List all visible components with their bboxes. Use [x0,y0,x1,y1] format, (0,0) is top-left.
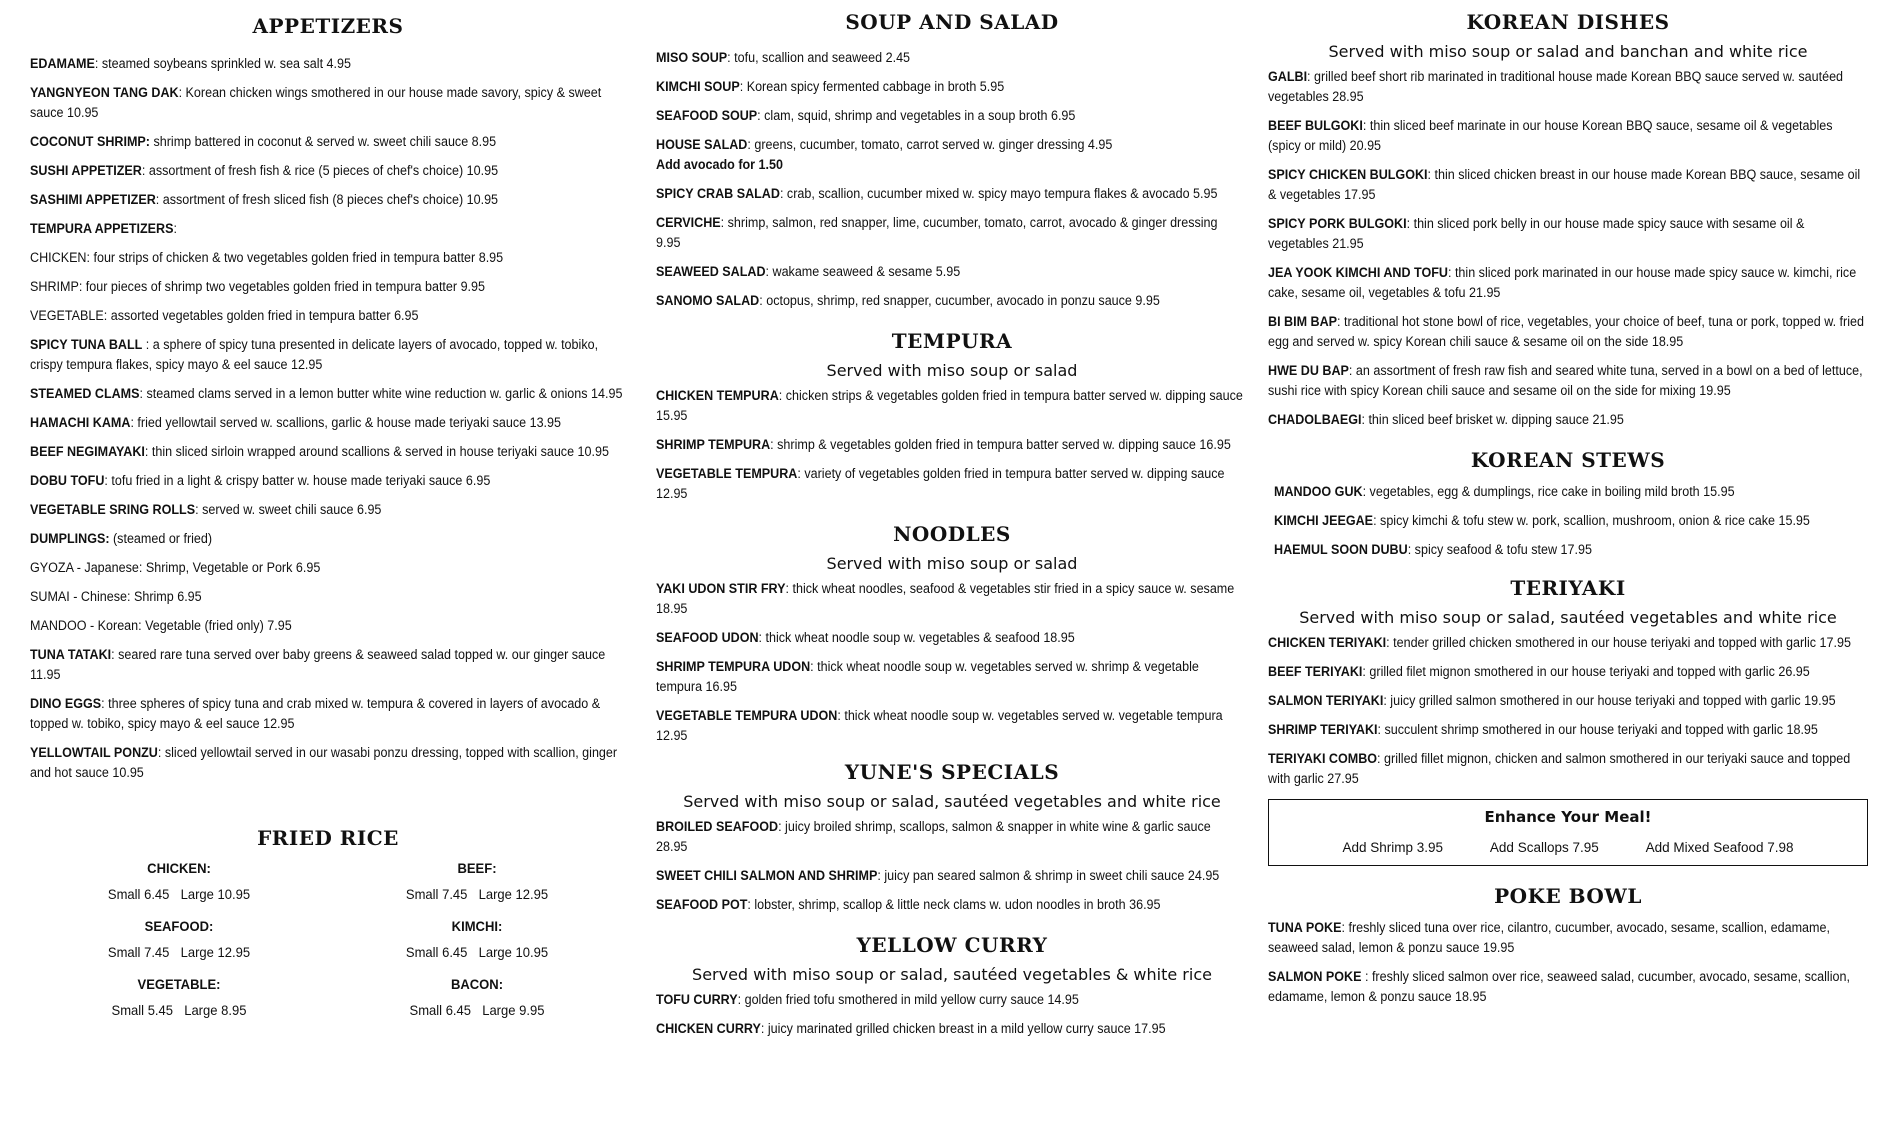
menu-item-name: MISO SOUP [656,50,728,65]
menu-item [1268,662,1865,682]
menu-item [30,442,623,462]
menu-item [656,106,1245,126]
menu-item [656,291,1245,311]
menu-item-name: YAKI UDON STIR FRY [656,581,786,596]
menu-item-name: DUMPLINGS: [30,531,110,546]
menu-item [30,645,623,685]
poke-list [1268,918,1868,1007]
soup-salad-heading: SOUP AND SALAD [845,10,1059,34]
menu-item-name: SEAWEED SALAD [656,264,766,279]
menu-item-description: shrimp battered in coconut & served w. sweet chili sauce 8.95 [149,134,497,149]
menu-item-extra: Add avocado for 1.50 [656,157,783,172]
menu-item-name: TOFU CURRY [656,992,738,1007]
menu-item-description: : shrimp & vegetables golden fried in tempura batter served w. dipping sauce 16.95 [770,437,1231,452]
specials-subtitle: Served with miso soup or salad, sautéed vegetables and white rice [683,792,1221,811]
menu-item [1268,749,1865,789]
menu-item-name: VEGETABLE SRING ROLLS [30,502,196,517]
menu-item-name: TUNA POKE [1268,920,1342,935]
menu-item [30,306,623,326]
menu-item-description: : thick wheat noodles, seafood & vegetables stir fried in a spicy sauce w. sesame 18.95 [656,581,1235,616]
menu-item [30,558,623,578]
column-right [1268,0,1868,1016]
noodles-subtitle: Served with miso soup or salad [826,554,1078,573]
menu-item [1268,967,1865,1007]
menu-item-description: : tofu fried in a light & crispy batter w. house made teriyaki sauce 6.95 [104,473,491,488]
menu-item-name: COCONUT SHRIMP: [30,134,150,149]
menu-item-description: : chicken strips & vegetables golden fried in tempura batter served w. dipping sauce 15.95 [656,388,1243,423]
tempura-subtitle: Served with miso soup or salad [826,361,1078,380]
fried-rice-name: CHICKEN: [147,860,211,876]
fried-rice-option [338,976,615,1034]
menu-item-description: : Korean spicy fermented cabbage in broth 5.95 [739,79,1005,94]
menu-item [1274,482,1865,502]
menu-item-description: CHICKEN: four strips of chicken & two vegetables golden fried in tempura batter 8.95 [30,250,504,265]
menu-item-name: SALMON POKE [1268,969,1362,984]
menu-item-name: DOBU TOFU [30,473,105,488]
menu-item-description: : juicy pan seared salmon & shrimp in sweet chili sauce 24.95 [877,868,1220,883]
menu-item-description: : variety of vegetables golden fried in tempura batter served w. dipping sauce 12.95 [656,466,1225,501]
menu-item [656,48,1245,68]
menu-item-description: : juicy marinated grilled chicken breast in a mild yellow curry sauce 17.95 [760,1021,1166,1036]
menu-item [30,190,623,210]
menu-item-description: : thick wheat noodle soup w. vegetables & seafood 18.95 [758,630,1075,645]
fried-rice-name: BACON: [450,976,504,992]
menu-item [656,579,1245,619]
menu-item-name: SEAFOOD SOUP [656,108,758,123]
appetizers-heading: APPETIZERS [252,14,404,38]
menu-item [656,464,1245,504]
menu-item-name: MANDOO GUK [1274,484,1363,499]
menu-item-description: SUMAI - Chinese: Shrimp 6.95 [30,589,202,604]
menu-item-description: : octopus, shrimp, red snapper, cucumber, avocado in ponzu sauce 9.95 [759,293,1160,308]
fried-rice-prices [338,886,615,902]
menu-item-description: : grilled beef short rib marinated in traditional house made Korean BBQ sauce served w. sautéed vegetables 28.95 [1268,69,1844,104]
menu-item-name: HAEMUL SOON DUBU [1274,542,1408,557]
teriyaki-heading: TERIYAKI [1510,576,1626,600]
menu-item [656,817,1245,857]
menu-item-name: SPICY CHICKEN BULGOKI [1268,167,1428,182]
menu-item-description: : seared rare tuna served over baby greens & seaweed salad topped w. our ginger sauce 11.95 [30,647,606,682]
menu-item [1268,720,1865,740]
menu-item-description: : assortment of fresh fish & rice (5 pieces of chef's choice) 10.95 [141,163,499,178]
appetizers-list [30,54,626,783]
fried-rice-prices [40,944,317,960]
menu-item [1268,312,1865,352]
menu-item [656,435,1245,455]
menu-item [656,895,1245,915]
tempura-list [656,386,1248,504]
teriyaki-subtitle: Served with miso soup or salad, sautéed vegetables and white rice [1299,608,1837,627]
menu-item-name: GALBI [1268,69,1308,84]
noodles-list [656,579,1248,746]
menu-item [1268,165,1865,205]
fried-rice-option [338,918,615,976]
korean-list [1268,67,1868,430]
menu-item-name: BI BIM BAP [1268,314,1338,329]
menu-item-description: : freshly sliced salmon over rice, seaweed salad, cucumber, avocado, sesame, scallion, edamame, lemon & ponzu sauce 18.95 [1268,969,1850,1004]
menu-item-description: : vegetables, egg & dumplings, rice cake in boiling mild broth 15.95 [1362,484,1735,499]
menu-item-description: : sliced yellowtail served in our wasabi ponzu dressing, topped with scallion, ginger and hot sauce 10.95 [30,745,618,780]
teriyaki-list [1268,633,1868,789]
fried-rice-small: Small 7.45 [107,944,170,960]
column-left [30,0,626,1034]
menu-item-name: CHADOLBAEGI [1268,412,1362,427]
menu-item-description: : traditional hot stone bowl of rice, vegetables, your choice of beef, tuna or pork, topped w. fried egg and served w. spicy Korean chili sauce & sesame oil on the side 18.95 [1268,314,1864,349]
stews-heading: KOREAN STEWS [1470,448,1666,472]
fried-rice-option [40,918,317,976]
menu-item-description: VEGETABLE: assorted vegetables golden fried in tempura batter 6.95 [30,308,419,323]
menu-item-name: SANOMO SALAD [656,293,760,308]
fried-rice-name: VEGETABLE: [137,976,221,992]
menu-item-description: : [173,221,177,236]
menu-item [1268,361,1865,401]
menu-item-name: SPICY TUNA BALL [30,337,143,352]
menu-item-description: SHRIMP: four pieces of shrimp two vegetables golden fried in tempura batter 9.95 [30,279,486,294]
menu-item-name: SEAFOOD POT [656,897,748,912]
menu-item-description: : shrimp, salmon, red snapper, lime, cucumber, tomato, carrot, avocado & ginger dressing 9.95 [656,215,1218,250]
fried-rice-heading: FRIED RICE [257,826,399,850]
menu-item [656,184,1245,204]
menu-item-name: BEEF NEGIMAYAKI [30,444,145,459]
enhance-option: Add Scallops 7.95 [1489,840,1599,855]
menu-item [30,587,623,607]
menu-item-name: TUNA TATAKI [30,647,112,662]
enhance-title: Enhance Your Meal! [1484,808,1652,826]
menu-item [1274,540,1865,560]
menu-item-description: : thick wheat noodle soup w. vegetables served w. shrimp & vegetable tempura 16.95 [656,659,1199,694]
menu-item-description: : juicy grilled salmon smothered in our house teriyaki and topped with garlic 19.95 [1383,693,1836,708]
menu-item [30,413,623,433]
menu-item-description: : thin sliced pork marinated in our house made spicy sauce w. kimchi, rice cake, sesame oil, vegetables & tofu 21.95 [1268,265,1857,300]
menu-item [1268,918,1865,958]
menu-item-description: : wakame seaweed & sesame 5.95 [765,264,961,279]
menu-item-name: BEEF BULGOKI [1268,118,1363,133]
enhance-option: Add Mixed Seafood 7.98 [1645,840,1794,855]
menu-item-name: HAMACHI KAMA [30,415,131,430]
poke-heading: POKE BOWL [1494,884,1642,908]
menu-item [30,335,623,375]
menu-item [30,743,623,783]
menu-item [1268,633,1865,653]
menu-item [1268,410,1865,430]
fried-rice-option [40,976,317,1034]
stews-list [1268,482,1868,560]
enhance-option: Add Shrimp 3.95 [1342,840,1444,855]
fried-rice-small: Small 5.45 [111,1002,174,1018]
menu-item-name: YELLOWTAIL PONZU [30,745,158,760]
menu-item-description: : greens, cucumber, tomato, carrot served w. ginger dressing 4.95 [747,137,1113,152]
menu-item-description: GYOZA - Japanese: Shrimp, Vegetable or Pork 6.95 [30,560,321,575]
menu-item [30,248,623,268]
menu-item-description: : thin sliced chicken breast in our house made Korean BBQ sauce, sesame oil & vegetables 17.95 [1268,167,1861,202]
menu-item [1268,691,1865,711]
menu-item-name: SASHIMI APPETIZER [30,192,156,207]
korean-heading: KOREAN DISHES [1466,10,1670,34]
menu-item-name: KIMCHI JEEGAE [1274,513,1374,528]
menu-item [30,384,623,404]
fried-rice-prices [40,1002,317,1018]
enhance-options [1279,840,1857,855]
menu-item-description: : golden fried tofu smothered in mild yellow curry sauce 14.95 [737,992,1079,1007]
menu-item-name: HOUSE SALAD [656,137,748,152]
menu-item-name: SEAFOOD UDON [656,630,759,645]
menu-item-name: SUSHI APPETIZER [30,163,142,178]
fried-rice-option [338,860,615,918]
menu-item-description: : steamed soybeans sprinkled w. sea salt 4.95 [94,56,351,71]
menu-item-description: : served w. sweet chili sauce 6.95 [195,502,382,517]
fried-rice-name: BEEF: [457,860,497,876]
menu-item-name: YANGNYEON TANG DAK [30,85,179,100]
menu-item-name: VEGETABLE TEMPURA [656,466,798,481]
menu-item-description: : succulent shrimp smothered in our house teriyaki and topped with garlic 18.95 [1377,722,1818,737]
menu-item [1274,511,1865,531]
menu-item-description: : fried yellowtail served w. scallions, garlic & house made teriyaki sauce 13.95 [130,415,562,430]
menu-item-name: STEAMED CLAMS [30,386,140,401]
menu-item [656,990,1245,1010]
fried-rice-prices [338,944,615,960]
fried-rice-large: Large 8.95 [184,1002,247,1018]
fried-rice-small: Small 6.45 [409,1002,472,1018]
menu-item-name: CHICKEN TERIYAKI [1268,635,1387,650]
column-middle [656,0,1248,1048]
menu-item [656,213,1245,253]
fried-rice-large: Large 10.95 [478,944,549,960]
menu-item [30,500,623,520]
menu-item-description: : tender grilled chicken smothered in our house teriyaki and topped with garlic 17.95 [1386,635,1851,650]
menu-item [656,866,1245,886]
menu-item-name: BEEF TERIYAKI [1268,664,1363,679]
korean-subtitle: Served with miso soup or salad and banchan and white rice [1328,42,1808,61]
fried-rice-prices [338,1002,615,1018]
noodles-heading: NOODLES [893,522,1011,546]
menu-item-name: VEGETABLE TEMPURA UDON [656,708,838,723]
menu-item [30,83,623,123]
menu-item-description: : spicy kimchi & tofu stew w. pork, scallion, mushroom, onion & rice cake 15.95 [1373,513,1810,528]
menu-item-name: KIMCHI SOUP [656,79,740,94]
menu-item-name: SALMON TERIYAKI [1268,693,1384,708]
menu-item [30,219,623,239]
menu-item [656,706,1245,746]
menu-item-description: (steamed or fried) [109,531,213,546]
menu-item-name: SPICY CRAB SALAD [656,186,780,201]
fried-rice-large: Large 12.95 [180,944,251,960]
menu-item [656,135,1245,175]
menu-item-description: : thin sliced pork belly in our house made spicy sauce with sesame oil & vegetables 21.95 [1268,216,1805,251]
fried-rice-small: Small 7.45 [405,886,468,902]
menu-item-description: : crab, scallion, cucumber mixed w. spicy mayo tempura flakes & avocado 5.95 [779,186,1218,201]
menu-item [656,386,1245,426]
menu-item [1268,214,1865,254]
menu-item-description: : thin sliced beef marinate in our house Korean BBQ sauce, sesame oil & vegetables (spicy or mild) 20.95 [1268,118,1833,153]
menu-item-description: : freshly sliced tuna over rice, cilantro, cucumber, avocado, sesame, scallion, edamame, seaweed salad, lemon & ponzu sauce 19.95 [1268,920,1830,955]
curry-heading: YELLOW CURRY [856,933,1048,957]
menu-item [656,628,1245,648]
menu-item-description: : spicy seafood & tofu stew 17.95 [1407,542,1592,557]
menu-item [30,616,623,636]
menu-item-name: SHRIMP TERIYAKI [1268,722,1378,737]
menu-item-description: : tofu, scallion and seaweed 2.45 [727,50,911,65]
menu-item-description: MANDOO - Korean: Vegetable (fried only) 7.95 [30,618,292,633]
menu-item-name: CHICKEN TEMPURA [656,388,779,403]
specials-heading: YUNE'S SPECIALS [844,760,1060,784]
menu-item-description: : thin sliced beef brisket w. dipping sauce 21.95 [1361,412,1624,427]
menu-item-name: HWE DU BAP [1268,363,1349,378]
menu-item [30,529,623,549]
menu-item-name: CERVICHE [656,215,721,230]
menu-item-name: SHRIMP TEMPURA UDON [656,659,811,674]
menu-item-description: : an assortment of fresh raw fish and seared white tuna, served in a bowl on a bed of lettuce, sushi rice with spicy Korean chili sauce and sesame oil on the side for mixing 19.95 [1268,363,1863,398]
menu-item-name: SWEET CHILI SALMON AND SHRIMP [656,868,878,883]
menu-item-description: : grilled fillet mignon, chicken and salmon smothered in our teriyaki sauce and topped with garlic 27.95 [1268,751,1851,786]
menu-item-name: TEMPURA APPETIZERS [30,221,174,236]
tempura-heading: TEMPURA [891,329,1013,353]
menu-item [1268,67,1865,107]
menu-item [30,277,623,297]
menu-item-description: : clam, squid, shrimp and vegetables in a soup broth 6.95 [757,108,1076,123]
menu-item [30,471,623,491]
menu-item [30,694,623,734]
menu-item [30,161,623,181]
menu-item-description: : three spheres of spicy tuna and crab mixed w. tempura & covered in layers of avocado & topped w. tobiko, spicy mayo & eel sauce 12.95 [30,696,601,731]
fried-rice-large: Large 12.95 [478,886,549,902]
menu-item [30,54,623,74]
menu-item [656,77,1245,97]
menu-item [1268,116,1865,156]
menu-item-description: : thick wheat noodle soup w. vegetables served w. vegetable tempura 12.95 [656,708,1223,743]
fried-rice-name: KIMCHI: [451,918,503,934]
fried-rice-prices [40,886,317,902]
menu-item [30,132,623,152]
menu-item-name: EDAMAME [30,56,95,71]
menu-item [656,657,1245,697]
menu-item-description: : assortment of fresh sliced fish (8 pieces chef's choice) 10.95 [155,192,499,207]
menu-item [1268,263,1865,303]
fried-rice-large: Large 10.95 [180,886,251,902]
menu-item-name: BROILED SEAFOOD [656,819,779,834]
menu-item-description: : a sphere of spicy tuna presented in delicate layers of avocado, topped w. tobiko, crispy tempura flakes, spicy mayo & eel sauce 12.95 [30,337,599,372]
specials-list [656,817,1248,915]
fried-rice-option [40,860,317,918]
enhance-box [1268,799,1868,866]
fried-rice-small: Small 6.45 [107,886,170,902]
fried-rice-large: Large 9.95 [482,1002,545,1018]
menu-item-name: TERIYAKI COMBO [1268,751,1378,766]
menu-item [656,1019,1245,1039]
menu-item-description: : lobster, shrimp, scallop & little neck clams w. udon noodles in broth 36.95 [747,897,1161,912]
menu-item-description: : Korean chicken wings smothered in our house made savory, spicy & sweet sauce 10.95 [30,85,602,120]
curry-subtitle: Served with miso soup or salad, sautéed vegetables & white rice [692,965,1212,984]
menu-item-description: : grilled filet mignon smothered in our house teriyaki and topped with garlic 26.95 [1362,664,1810,679]
fried-rice-name: SEAFOOD: [144,918,214,934]
menu-item-name: DINO EGGS [30,696,102,711]
menu-item-name: JEA YOOK KIMCHI AND TOFU [1268,265,1448,280]
menu-item-name: CHICKEN CURRY [656,1021,761,1036]
menu-item [656,262,1245,282]
menu-item-name: SPICY PORK BULGOKI [1268,216,1407,231]
soup-salad-list [656,48,1248,311]
menu-item-description: : thin sliced sirloin wrapped around scallions & served in house teriyaki sauce 10.95 [144,444,609,459]
menu-item-description: : steamed clams served in a lemon butter white wine reduction w. garlic & onions 14.95 [139,386,623,401]
menu-item-name: SHRIMP TEMPURA [656,437,771,452]
curry-list [656,990,1248,1039]
menu-item-description: : juicy broiled shrimp, scallops, salmon & snapper in white wine & garlic sauce 28.95 [656,819,1211,854]
fried-rice-grid [30,860,626,1034]
fried-rice-small: Small 6.45 [405,944,468,960]
